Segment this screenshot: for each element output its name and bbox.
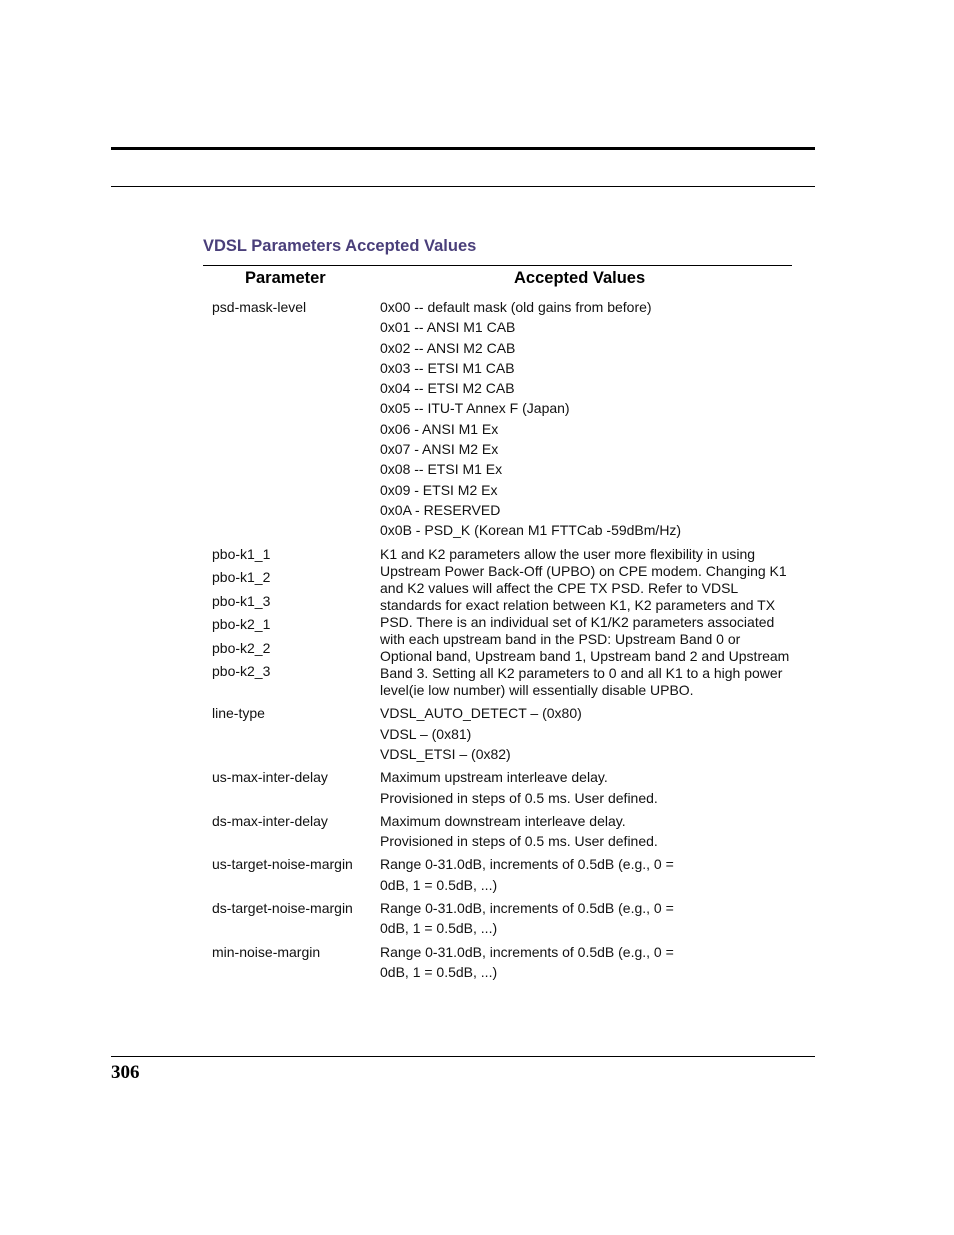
header-rule-thick — [111, 147, 815, 150]
value-line: Range 0-31.0dB, increments of 0.5dB (e.g., 0 = — [380, 943, 674, 960]
parameter-name: min-noise-margin — [212, 943, 321, 960]
parameter-name: ds-target-noise-margin — [212, 900, 353, 917]
table-row — [212, 898, 792, 939]
value-line: Range 0-31.0dB, increments of 0.5dB (e.g., 0 = — [380, 900, 674, 917]
value-line: 0x04 -- ETSI M2 CAB — [380, 380, 515, 397]
table-row — [212, 703, 792, 764]
parameter-name: pbo-k1_1 — [212, 545, 271, 562]
parameter-name: ds-max-inter-delay — [212, 812, 328, 829]
parameter-cell — [212, 297, 380, 541]
table-row — [212, 854, 792, 895]
value-line: Maximum downstream interleave delay. — [380, 812, 626, 829]
values-cell — [380, 854, 792, 895]
column-header-accepted-values: Accepted Values — [514, 269, 646, 287]
parameter-name: pbo-k2_2 — [212, 639, 271, 656]
value-line: 0x02 -- ANSI M2 CAB — [380, 339, 516, 356]
parameter-cell — [212, 703, 380, 764]
value-line: 0dB, 1 = 0.5dB, ...) — [380, 963, 498, 980]
values-cell — [380, 297, 792, 541]
table-row — [212, 297, 792, 541]
parameter-cell — [212, 898, 380, 939]
footer-rule — [111, 1056, 815, 1057]
values-cell — [380, 898, 792, 939]
values-cell — [380, 544, 792, 700]
value-line: 0x07 - ANSI M2 Ex — [380, 441, 499, 458]
values-cell — [380, 811, 792, 852]
header-rule-thin — [111, 186, 815, 187]
value-line: Provisioned in steps of 0.5 ms. User defined. — [380, 789, 658, 806]
value-line: 0x0B - PSD_K (Korean M1 FTTCab -59dBm/Hz) — [380, 522, 682, 539]
value-line: 0x05 -- ITU-T Annex F (Japan) — [380, 400, 570, 417]
parameter-name: pbo-k2_1 — [212, 616, 271, 633]
table-row — [212, 811, 792, 852]
parameter-cell — [212, 942, 380, 983]
parameter-cell — [212, 811, 380, 852]
value-line: 0x00 -- default mask (old gains from before) — [380, 299, 652, 315]
parameter-name: us-max-inter-delay — [212, 769, 328, 786]
value-line: 0dB, 1 = 0.5dB, ...) — [380, 920, 498, 937]
parameter-cell — [212, 544, 380, 700]
value-line: 0x03 -- ETSI M1 CAB — [380, 359, 515, 376]
value-line: 0dB, 1 = 0.5dB, ...) — [380, 876, 498, 893]
value-line: VDSL_AUTO_DETECT – (0x80) — [380, 705, 582, 722]
table-row — [212, 767, 792, 808]
parameter-name: pbo-k2_3 — [212, 662, 271, 679]
value-line: 0x09 - ETSI M2 Ex — [380, 481, 498, 498]
parameter-cell — [212, 767, 380, 808]
value-line: VDSL_ETSI – (0x82) — [380, 746, 511, 762]
value-line: Range 0-31.0dB, increments of 0.5dB (e.g., 0 = — [380, 856, 674, 873]
parameter-name: us-target-noise-margin — [212, 856, 353, 873]
value-line: Provisioned in steps of 0.5 ms. User defined. — [380, 833, 658, 850]
parameter-name: line-type — [212, 705, 265, 722]
parameter-cell — [212, 854, 380, 895]
values-cell — [380, 703, 792, 764]
value-line: 0x01 -- ANSI M1 CAB — [380, 319, 516, 336]
parameter-name: pbo-k1_2 — [212, 569, 271, 586]
value-line: 0x06 - ANSI M1 Ex — [380, 420, 499, 437]
table-row — [212, 544, 792, 700]
page-number: 306 — [111, 1062, 140, 1083]
values-cell — [380, 942, 792, 983]
value-paragraph: K1 and K2 parameters allow the user more flexibility in using Upstream Power Back-Off (UPBO) on CPE modem. Changing K1 and K2 values will affect the CPE TX PSD. Refer to VDSL standards for exact relation between K1, K2 parameters and TX PSD. There is an individual set of K1/K2 parameters associated with each upstream band in the PSD: Upstream Band 0 or Optional band, Upstream band 1, Upstream band 2 and Upstream Band 3. Setting all K2 parameters to 0 and all K1 to a high power level(ie low number) will essentially disable UPBO. — [380, 545, 790, 699]
value-line: 0x0A - RESERVED — [380, 501, 501, 518]
column-header-parameter: Parameter — [245, 269, 326, 287]
table-row — [212, 942, 792, 983]
section-title: VDSL Parameters Accepted Values — [203, 237, 477, 255]
value-line: 0x08 -- ETSI M1 Ex — [380, 461, 503, 478]
parameter-name: psd-mask-level — [212, 299, 307, 315]
table-top-rule — [203, 265, 792, 266]
parameter-name: pbo-k1_3 — [212, 592, 271, 609]
parameters-table — [212, 297, 792, 985]
value-line: Maximum upstream interleave delay. — [380, 769, 608, 786]
values-cell — [380, 767, 792, 808]
value-line: VDSL – (0x81) — [380, 725, 472, 742]
